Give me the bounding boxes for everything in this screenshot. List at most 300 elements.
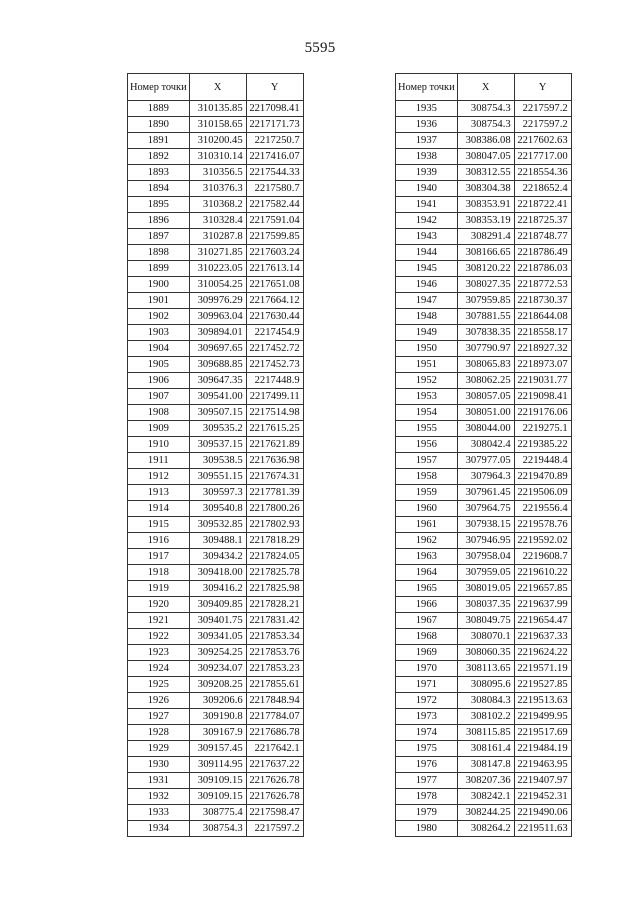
cell-point-number: 1903 bbox=[128, 325, 190, 341]
cell-y: 2217597.2 bbox=[514, 117, 571, 133]
table-row bbox=[396, 805, 572, 821]
cell-point-number: 1900 bbox=[128, 277, 190, 293]
cell-y: 2219499.95 bbox=[514, 709, 571, 725]
cell-x: 309190.8 bbox=[189, 709, 246, 725]
cell-x: 309206.6 bbox=[189, 693, 246, 709]
table-body-left bbox=[128, 101, 304, 837]
cell-point-number: 1963 bbox=[396, 549, 458, 565]
cell-y: 2217597.2 bbox=[246, 821, 303, 837]
cell-x: 308161.4 bbox=[457, 741, 514, 757]
cell-x: 307958.04 bbox=[457, 549, 514, 565]
cell-y: 2219610.22 bbox=[514, 565, 571, 581]
cell-y: 2217642.1 bbox=[246, 741, 303, 757]
table-row bbox=[128, 245, 304, 261]
cell-point-number: 1942 bbox=[396, 213, 458, 229]
cell-x: 308386.08 bbox=[457, 133, 514, 149]
cell-point-number: 1927 bbox=[128, 709, 190, 725]
table-row bbox=[396, 341, 572, 357]
cell-y: 2217621.89 bbox=[246, 437, 303, 453]
cell-point-number: 1966 bbox=[396, 597, 458, 613]
column-header-y: Y bbox=[246, 74, 303, 101]
cell-y: 2217784.07 bbox=[246, 709, 303, 725]
cell-x: 309409.85 bbox=[189, 597, 246, 613]
cell-x: 308095.6 bbox=[457, 677, 514, 693]
cell-point-number: 1898 bbox=[128, 245, 190, 261]
cell-y: 2217831.42 bbox=[246, 613, 303, 629]
cell-y: 2217664.12 bbox=[246, 293, 303, 309]
cell-point-number: 1899 bbox=[128, 261, 190, 277]
cell-point-number: 1909 bbox=[128, 421, 190, 437]
cell-x: 310310.14 bbox=[189, 149, 246, 165]
cell-x: 309208.25 bbox=[189, 677, 246, 693]
table-row bbox=[396, 261, 572, 277]
cell-point-number: 1952 bbox=[396, 373, 458, 389]
cell-y: 2217626.78 bbox=[246, 773, 303, 789]
table-row bbox=[128, 565, 304, 581]
cell-x: 309167.9 bbox=[189, 725, 246, 741]
table-row bbox=[128, 357, 304, 373]
cell-x: 310368.2 bbox=[189, 197, 246, 213]
table-row bbox=[396, 357, 572, 373]
table-row bbox=[128, 805, 304, 821]
cell-point-number: 1915 bbox=[128, 517, 190, 533]
table-row bbox=[396, 597, 572, 613]
table-row bbox=[396, 549, 572, 565]
table-row bbox=[128, 421, 304, 437]
cell-y: 2219624.22 bbox=[514, 645, 571, 661]
cell-x: 309109.15 bbox=[189, 789, 246, 805]
cell-y: 2217499.11 bbox=[246, 389, 303, 405]
table-row bbox=[128, 261, 304, 277]
cell-x: 310223.05 bbox=[189, 261, 246, 277]
table-row bbox=[128, 277, 304, 293]
table-row bbox=[396, 389, 572, 405]
table-body-right bbox=[396, 101, 572, 837]
cell-y: 2219506.09 bbox=[514, 485, 571, 501]
table-row bbox=[128, 197, 304, 213]
cell-y: 2218558.17 bbox=[514, 325, 571, 341]
cell-point-number: 1911 bbox=[128, 453, 190, 469]
cell-x: 310287.8 bbox=[189, 229, 246, 245]
cell-y: 2217651.08 bbox=[246, 277, 303, 293]
cell-point-number: 1935 bbox=[396, 101, 458, 117]
cell-y: 2217098.41 bbox=[246, 101, 303, 117]
table-row bbox=[128, 677, 304, 693]
cell-y: 2218973.07 bbox=[514, 357, 571, 373]
cell-x: 308242.1 bbox=[457, 789, 514, 805]
cell-x: 308051.00 bbox=[457, 405, 514, 421]
cell-point-number: 1912 bbox=[128, 469, 190, 485]
cell-y: 2217452.72 bbox=[246, 341, 303, 357]
cell-point-number: 1937 bbox=[396, 133, 458, 149]
cell-x: 308062.25 bbox=[457, 373, 514, 389]
cell-x: 309234.07 bbox=[189, 661, 246, 677]
cell-y: 2217591.04 bbox=[246, 213, 303, 229]
table-row bbox=[128, 117, 304, 133]
table-row bbox=[396, 517, 572, 533]
cell-y: 2217580.7 bbox=[246, 181, 303, 197]
cell-point-number: 1921 bbox=[128, 613, 190, 629]
table-row bbox=[396, 213, 572, 229]
cell-y: 2217781.39 bbox=[246, 485, 303, 501]
table-row bbox=[128, 341, 304, 357]
table-row bbox=[396, 101, 572, 117]
cell-point-number: 1944 bbox=[396, 245, 458, 261]
cell-x: 309647.35 bbox=[189, 373, 246, 389]
cell-y: 2217171.73 bbox=[246, 117, 303, 133]
table-row bbox=[396, 789, 572, 805]
cell-point-number: 1904 bbox=[128, 341, 190, 357]
table-row bbox=[396, 181, 572, 197]
cell-y: 2219176.06 bbox=[514, 405, 571, 421]
cell-x: 310271.85 bbox=[189, 245, 246, 261]
cell-x: 308312.55 bbox=[457, 165, 514, 181]
table-row bbox=[396, 197, 572, 213]
cell-point-number: 1971 bbox=[396, 677, 458, 693]
table-row bbox=[128, 597, 304, 613]
table-row bbox=[128, 437, 304, 453]
cell-point-number: 1926 bbox=[128, 693, 190, 709]
table-row bbox=[396, 149, 572, 165]
cell-point-number: 1936 bbox=[396, 117, 458, 133]
cell-point-number: 1917 bbox=[128, 549, 190, 565]
table-row bbox=[128, 165, 304, 181]
cell-y: 2217613.14 bbox=[246, 261, 303, 277]
table-row bbox=[396, 565, 572, 581]
cell-x: 309538.5 bbox=[189, 453, 246, 469]
cell-y: 2217637.22 bbox=[246, 757, 303, 773]
cell-y: 2217818.29 bbox=[246, 533, 303, 549]
cell-point-number: 1940 bbox=[396, 181, 458, 197]
table-row bbox=[128, 645, 304, 661]
cell-x: 309418.00 bbox=[189, 565, 246, 581]
table-row bbox=[396, 629, 572, 645]
cell-y: 2217686.78 bbox=[246, 725, 303, 741]
cell-point-number: 1933 bbox=[128, 805, 190, 821]
cell-x: 308207.36 bbox=[457, 773, 514, 789]
table-row bbox=[128, 293, 304, 309]
cell-point-number: 1901 bbox=[128, 293, 190, 309]
table-row bbox=[128, 181, 304, 197]
table-row bbox=[128, 325, 304, 341]
cell-x: 308057.05 bbox=[457, 389, 514, 405]
column-header-point-number: Номер точки bbox=[128, 74, 190, 101]
cell-x: 308027.35 bbox=[457, 277, 514, 293]
table-row bbox=[396, 229, 572, 245]
cell-y: 2219571.19 bbox=[514, 661, 571, 677]
cell-x: 308042.4 bbox=[457, 437, 514, 453]
cell-point-number: 1978 bbox=[396, 789, 458, 805]
cell-point-number: 1964 bbox=[396, 565, 458, 581]
cell-point-number: 1889 bbox=[128, 101, 190, 117]
cell-x: 308754.3 bbox=[189, 821, 246, 837]
cell-x: 308166.65 bbox=[457, 245, 514, 261]
cell-y: 2218644.08 bbox=[514, 309, 571, 325]
cell-point-number: 1932 bbox=[128, 789, 190, 805]
cell-y: 2219463.95 bbox=[514, 757, 571, 773]
cell-point-number: 1930 bbox=[128, 757, 190, 773]
cell-x: 309597.3 bbox=[189, 485, 246, 501]
cell-point-number: 1918 bbox=[128, 565, 190, 581]
cell-x: 308264.2 bbox=[457, 821, 514, 837]
cell-x: 309551.15 bbox=[189, 469, 246, 485]
page-number: 5595 bbox=[304, 40, 336, 56]
column-header-point-number: Номер точки bbox=[396, 74, 458, 101]
cell-y: 2217250.7 bbox=[246, 133, 303, 149]
coordinates-table-left bbox=[127, 73, 304, 837]
cell-point-number: 1970 bbox=[396, 661, 458, 677]
table-row bbox=[396, 133, 572, 149]
table-row bbox=[396, 709, 572, 725]
cell-point-number: 1949 bbox=[396, 325, 458, 341]
cell-x: 307790.97 bbox=[457, 341, 514, 357]
cell-x: 308037.35 bbox=[457, 597, 514, 613]
cell-y: 2217717.00 bbox=[514, 149, 571, 165]
cell-point-number: 1908 bbox=[128, 405, 190, 421]
cell-point-number: 1891 bbox=[128, 133, 190, 149]
table-row bbox=[396, 821, 572, 837]
cell-x: 310328.4 bbox=[189, 213, 246, 229]
cell-y: 2217674.31 bbox=[246, 469, 303, 485]
cell-y: 2217599.85 bbox=[246, 229, 303, 245]
cell-point-number: 1980 bbox=[396, 821, 458, 837]
coordinates-table-right bbox=[395, 73, 572, 837]
cell-x: 308065.83 bbox=[457, 357, 514, 373]
table-row bbox=[128, 549, 304, 565]
cell-x: 308353.91 bbox=[457, 197, 514, 213]
cell-x: 308102.2 bbox=[457, 709, 514, 725]
table-row bbox=[396, 293, 572, 309]
cell-x: 307959.05 bbox=[457, 565, 514, 581]
cell-x: 310376.3 bbox=[189, 181, 246, 197]
cell-y: 2217630.44 bbox=[246, 309, 303, 325]
cell-y: 2219527.85 bbox=[514, 677, 571, 693]
cell-point-number: 1892 bbox=[128, 149, 190, 165]
cell-point-number: 1931 bbox=[128, 773, 190, 789]
cell-y: 2219637.99 bbox=[514, 597, 571, 613]
cell-y: 2219385.22 bbox=[514, 437, 571, 453]
table-row bbox=[128, 757, 304, 773]
table-row bbox=[396, 437, 572, 453]
cell-point-number: 1941 bbox=[396, 197, 458, 213]
table-header-row bbox=[396, 74, 572, 101]
cell-point-number: 1924 bbox=[128, 661, 190, 677]
table-row bbox=[128, 661, 304, 677]
cell-y: 2219452.31 bbox=[514, 789, 571, 805]
table-row bbox=[128, 373, 304, 389]
cell-y: 2217853.23 bbox=[246, 661, 303, 677]
cell-x: 309416.2 bbox=[189, 581, 246, 597]
table-row bbox=[396, 453, 572, 469]
cell-point-number: 1961 bbox=[396, 517, 458, 533]
table-row bbox=[128, 405, 304, 421]
table-row bbox=[396, 117, 572, 133]
cell-y: 2217615.25 bbox=[246, 421, 303, 437]
table-row bbox=[128, 309, 304, 325]
table-row bbox=[396, 677, 572, 693]
cell-x: 307938.15 bbox=[457, 517, 514, 533]
table-row bbox=[396, 501, 572, 517]
cell-y: 2218722.41 bbox=[514, 197, 571, 213]
cell-x: 309254.25 bbox=[189, 645, 246, 661]
table-row bbox=[128, 629, 304, 645]
cell-point-number: 1916 bbox=[128, 533, 190, 549]
cell-y: 2218772.53 bbox=[514, 277, 571, 293]
table-header-row bbox=[128, 74, 304, 101]
cell-y: 2219098.41 bbox=[514, 389, 571, 405]
cell-x: 309488.1 bbox=[189, 533, 246, 549]
cell-point-number: 1914 bbox=[128, 501, 190, 517]
cell-y: 2217544.33 bbox=[246, 165, 303, 181]
cell-x: 309535.2 bbox=[189, 421, 246, 437]
cell-y: 2218927.32 bbox=[514, 341, 571, 357]
cell-y: 2219275.1 bbox=[514, 421, 571, 437]
cell-y: 2217828.21 bbox=[246, 597, 303, 613]
cell-y: 2218730.37 bbox=[514, 293, 571, 309]
table-row bbox=[128, 533, 304, 549]
cell-x: 307961.45 bbox=[457, 485, 514, 501]
cell-x: 309697.65 bbox=[189, 341, 246, 357]
cell-x: 308044.00 bbox=[457, 421, 514, 437]
cell-x: 307964.3 bbox=[457, 469, 514, 485]
cell-x: 308115.85 bbox=[457, 725, 514, 741]
cell-y: 2217626.78 bbox=[246, 789, 303, 805]
cell-x: 308775.4 bbox=[189, 805, 246, 821]
cell-point-number: 1946 bbox=[396, 277, 458, 293]
cell-point-number: 1962 bbox=[396, 533, 458, 549]
cell-y: 2217800.26 bbox=[246, 501, 303, 517]
cell-x: 307977.05 bbox=[457, 453, 514, 469]
cell-point-number: 1969 bbox=[396, 645, 458, 661]
table-row bbox=[396, 533, 572, 549]
cell-y: 2218786.03 bbox=[514, 261, 571, 277]
cell-point-number: 1958 bbox=[396, 469, 458, 485]
cell-point-number: 1902 bbox=[128, 309, 190, 325]
cell-x: 308113.65 bbox=[457, 661, 514, 677]
cell-y: 2217514.98 bbox=[246, 405, 303, 421]
cell-x: 308754.3 bbox=[457, 117, 514, 133]
cell-point-number: 1967 bbox=[396, 613, 458, 629]
table-row bbox=[128, 469, 304, 485]
table-row bbox=[396, 405, 572, 421]
table-row bbox=[128, 213, 304, 229]
table-row bbox=[396, 773, 572, 789]
table-row bbox=[396, 693, 572, 709]
table-row bbox=[128, 613, 304, 629]
cell-x: 309507.15 bbox=[189, 405, 246, 421]
table-row bbox=[128, 501, 304, 517]
cell-point-number: 1939 bbox=[396, 165, 458, 181]
cell-y: 2219608.7 bbox=[514, 549, 571, 565]
table-row bbox=[396, 581, 572, 597]
cell-y: 2217848.94 bbox=[246, 693, 303, 709]
cell-x: 308754.3 bbox=[457, 101, 514, 117]
table-row bbox=[396, 245, 572, 261]
cell-y: 2219578.76 bbox=[514, 517, 571, 533]
cell-point-number: 1957 bbox=[396, 453, 458, 469]
cell-x: 307964.75 bbox=[457, 501, 514, 517]
table-row bbox=[128, 453, 304, 469]
cell-x: 310356.5 bbox=[189, 165, 246, 181]
cell-point-number: 1979 bbox=[396, 805, 458, 821]
table-row bbox=[396, 613, 572, 629]
cell-point-number: 1950 bbox=[396, 341, 458, 357]
table-row bbox=[128, 693, 304, 709]
cell-y: 2218786.49 bbox=[514, 245, 571, 261]
cell-point-number: 1895 bbox=[128, 197, 190, 213]
cell-x: 309434.2 bbox=[189, 549, 246, 565]
cell-point-number: 1954 bbox=[396, 405, 458, 421]
table-row bbox=[128, 149, 304, 165]
cell-point-number: 1906 bbox=[128, 373, 190, 389]
cell-point-number: 1893 bbox=[128, 165, 190, 181]
cell-x: 308353.19 bbox=[457, 213, 514, 229]
cell-y: 2219517.69 bbox=[514, 725, 571, 741]
cell-y: 2217825.78 bbox=[246, 565, 303, 581]
cell-y: 2219031.77 bbox=[514, 373, 571, 389]
cell-y: 2219407.97 bbox=[514, 773, 571, 789]
cell-y: 2217598.47 bbox=[246, 805, 303, 821]
table-row bbox=[396, 645, 572, 661]
cell-y: 2217853.34 bbox=[246, 629, 303, 645]
cell-x: 309532.85 bbox=[189, 517, 246, 533]
cell-point-number: 1960 bbox=[396, 501, 458, 517]
table-row bbox=[128, 789, 304, 805]
cell-point-number: 1977 bbox=[396, 773, 458, 789]
cell-y: 2218652.4 bbox=[514, 181, 571, 197]
cell-x: 309894.01 bbox=[189, 325, 246, 341]
cell-point-number: 1948 bbox=[396, 309, 458, 325]
cell-y: 2219490.06 bbox=[514, 805, 571, 821]
cell-point-number: 1928 bbox=[128, 725, 190, 741]
cell-x: 307946.95 bbox=[457, 533, 514, 549]
table-row bbox=[128, 741, 304, 757]
cell-y: 2219470.89 bbox=[514, 469, 571, 485]
cell-x: 308291.4 bbox=[457, 229, 514, 245]
column-header-x: X bbox=[457, 74, 514, 101]
cell-x: 309963.04 bbox=[189, 309, 246, 325]
cell-x: 308304.38 bbox=[457, 181, 514, 197]
column-header-y: Y bbox=[514, 74, 571, 101]
table-row bbox=[128, 517, 304, 533]
cell-y: 2218748.77 bbox=[514, 229, 571, 245]
cell-point-number: 1972 bbox=[396, 693, 458, 709]
cell-x: 309540.8 bbox=[189, 501, 246, 517]
cell-x: 308084.3 bbox=[457, 693, 514, 709]
cell-y: 2219637.33 bbox=[514, 629, 571, 645]
table-row bbox=[128, 709, 304, 725]
table-row bbox=[396, 373, 572, 389]
cell-y: 2217416.07 bbox=[246, 149, 303, 165]
cell-x: 309537.15 bbox=[189, 437, 246, 453]
cell-point-number: 1968 bbox=[396, 629, 458, 645]
cell-point-number: 1947 bbox=[396, 293, 458, 309]
cell-point-number: 1907 bbox=[128, 389, 190, 405]
cell-x: 307838.35 bbox=[457, 325, 514, 341]
cell-point-number: 1973 bbox=[396, 709, 458, 725]
table-row bbox=[396, 277, 572, 293]
cell-point-number: 1920 bbox=[128, 597, 190, 613]
cell-x: 309401.75 bbox=[189, 613, 246, 629]
table-row bbox=[396, 741, 572, 757]
cell-y: 2219513.63 bbox=[514, 693, 571, 709]
cell-x: 310135.85 bbox=[189, 101, 246, 117]
cell-x: 308047.05 bbox=[457, 149, 514, 165]
cell-x: 308147.8 bbox=[457, 757, 514, 773]
cell-point-number: 1974 bbox=[396, 725, 458, 741]
cell-x: 309541.00 bbox=[189, 389, 246, 405]
cell-x: 308120.22 bbox=[457, 261, 514, 277]
